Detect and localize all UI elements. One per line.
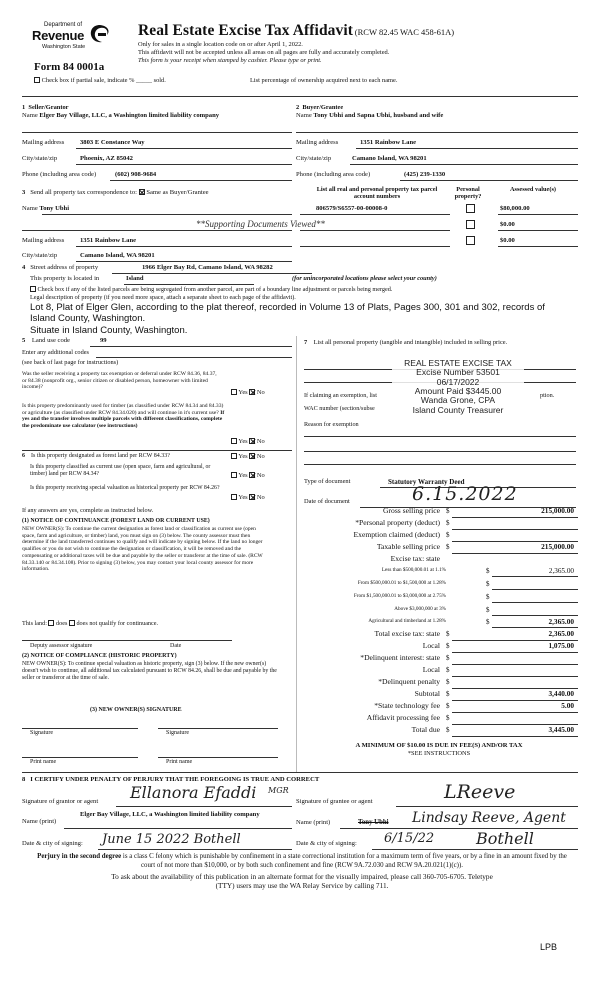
s6-q2-yes-label: Yes <box>238 472 248 479</box>
correspondence-mailing-row <box>22 237 292 245</box>
land-use-label: Land use code <box>31 337 70 344</box>
deputy-date: Date <box>170 643 182 649</box>
correspondence-name-row <box>22 205 69 213</box>
s5-q2-no-label: No <box>256 438 265 445</box>
ownership-note: List percentage of ownership acquired next to each name. <box>250 77 398 84</box>
does-not-label: does not qualify for continuance. <box>76 620 159 627</box>
grantee-sig-label: Signature of grantee or agent <box>296 798 373 805</box>
doc-date-label: Date of document <box>304 498 350 505</box>
personal-dollar: $ <box>446 519 450 527</box>
owner-sig-rule-2 <box>158 728 278 729</box>
owner-print-rule-2 <box>158 757 278 758</box>
section7-text: List all personal property (tangible and intangible) included in selling price. <box>313 339 508 346</box>
buyer-phone-label: Phone (including area code) <box>296 171 371 178</box>
local-label: Local <box>422 641 440 650</box>
stamp-line-5: Wanda Grone, CPA <box>420 395 496 406</box>
local-rule <box>452 652 578 653</box>
land-use-rule <box>90 346 292 347</box>
exemption-dollar: $ <box>446 531 450 539</box>
form-title-row <box>138 22 558 40</box>
grantor-signature: Ellanora Efaddi <box>130 783 257 802</box>
seller-name: Elger Bay Village, LLC, a Washington limited liability company <box>39 112 220 120</box>
seller-phone-row <box>22 171 292 179</box>
s5-q2 <box>22 403 228 430</box>
footer-initials: LPB <box>540 942 558 952</box>
exemption-label: Exemption claimed (deduct) <box>353 530 440 539</box>
tier2-dollar: $ <box>486 580 490 588</box>
notice2-title: (2) NOTICE OF COMPLIANCE (HISTORIC PROPERTY) <box>22 653 177 659</box>
doc-type-label: Type of document <box>304 478 351 485</box>
deputy-rule <box>22 640 232 641</box>
s7-exemption: If claiming an exemption, list <box>304 392 378 399</box>
total-label: Total due <box>411 725 440 734</box>
delinq-local-rule <box>452 676 578 677</box>
subtotal-value: 3,440.00 <box>548 689 574 698</box>
corr-extra-rule <box>22 230 292 231</box>
s7-rule-4 <box>304 451 576 452</box>
tech-value: 5.00 <box>561 701 574 710</box>
buyer-phone-rule <box>400 180 578 181</box>
s6-q3-yes-checkbox[interactable] <box>231 494 237 500</box>
grantor-date-rule <box>98 849 292 850</box>
buyer-city: Camano Island, WA 98201 <box>352 155 427 162</box>
owner-sig-rule-1 <box>22 728 138 729</box>
grantee-sig-rule <box>396 806 578 807</box>
property-located-label: This property is located in <box>30 275 100 282</box>
parcel-value-rule-1 <box>498 214 578 215</box>
s6-q3-no-checkbox[interactable] <box>249 494 255 500</box>
s6-q3-answer <box>231 494 265 501</box>
s6-q1-no-checkbox[interactable] <box>249 453 255 459</box>
s7-reason: Reason for exemption <box>304 421 359 428</box>
s6-q3-no-label: No <box>256 494 265 501</box>
personal-rule <box>452 529 578 530</box>
see-instructions: *SEE INSTRUCTIONS <box>407 750 471 757</box>
parcel-value-3: $0.00 <box>500 237 515 244</box>
local-dollar: $ <box>446 642 450 650</box>
total-state-dollar: $ <box>446 630 450 638</box>
taxable-dollar: $ <box>446 543 450 551</box>
buyer-city-label: City/state/zip <box>296 155 332 162</box>
buyer-name-label: Name <box>296 112 312 120</box>
s6-q2-no-checkbox[interactable] <box>249 472 255 478</box>
buyer-phone-row <box>296 171 578 179</box>
property-located-rule <box>124 284 254 285</box>
tier4-label: Above $3,000,000 at 3% <box>394 606 446 612</box>
property-located: Island <box>126 275 144 282</box>
correspondence-row <box>22 189 209 197</box>
logo-state: Washington State <box>42 44 86 50</box>
parcels-header-personal: Personal property? <box>454 186 482 201</box>
column-divider <box>296 336 297 772</box>
seller-city-rule <box>76 164 292 165</box>
buyer-phone: (425) 239-1330 <box>404 171 446 178</box>
seller-phone-rule <box>110 180 292 181</box>
tier1-value: 2,365.00 <box>548 567 574 575</box>
taxable-rule <box>452 553 578 554</box>
tier1-rule <box>492 576 578 577</box>
seller-section <box>22 104 292 121</box>
s7-row <box>304 339 576 347</box>
property-num: 4 <box>22 264 26 271</box>
note-3: This form is your receipt when stamped by cashier. Please type or print. <box>138 57 322 64</box>
tier1-dollar: $ <box>486 567 490 575</box>
tax-table-lower <box>300 666 578 746</box>
tier4-dollar: $ <box>486 606 490 614</box>
seller-city-label: City/state/zip <box>22 155 58 162</box>
stamp-line-6: Island County Treasurer <box>412 404 504 415</box>
s5-q2-answer <box>231 438 265 445</box>
does-checkbox[interactable] <box>48 620 54 626</box>
grantor-date-label: Date & city of signing: <box>22 840 83 847</box>
buyer-name-rule <box>296 132 578 133</box>
s6-q1-no-label: No <box>256 453 265 460</box>
correspondence-name-label: Name <box>22 205 38 212</box>
form-number: Form 84 0001a <box>34 61 105 73</box>
s6-q2: Is this property classified as current use (open space, farm and agricultural, or timber) land per RCW 84.34? <box>30 464 211 477</box>
delinq-local-label: Local <box>422 665 440 674</box>
additional-codes: Enter any additional codes <box>22 349 89 356</box>
stamp-line-2: Excise Number 53501 <box>416 367 500 378</box>
minimum-notice: A MINIMUM OF $10.00 IS DUE IN FEE(S) AND/OR TAX <box>355 742 523 749</box>
correspondence-city: Camano Island, WA 98201 <box>80 252 155 259</box>
notice1-title: (1) NOTICE OF CONTINUANCE (FOREST LAND OR CURRENT USE) <box>22 518 210 524</box>
seller-num: 1 <box>22 104 26 111</box>
section6-num: 6 <box>22 453 25 459</box>
seller-name-label: Name <box>22 112 38 120</box>
seller-mailing: 3803 E Constance Way <box>80 139 145 146</box>
s6-if-yes: If any answers are yes, complete as instructed below. <box>22 507 154 514</box>
supporting-docs: **Supporting Documents Viewed** <box>196 219 325 229</box>
note-2: This affidavit will not be accepted unless all areas on all pages are fully and accurately completed. <box>138 49 390 56</box>
excise-state-label: Excise tax: state <box>390 554 440 563</box>
s7-rule-3 <box>304 436 576 437</box>
grantee-name: Lindsay Reeve, Agent <box>412 810 566 826</box>
grantee-city: Bothell <box>476 829 534 848</box>
s6-q2-answer <box>231 472 265 479</box>
grantor-name-rule <box>64 828 292 829</box>
property-street-rule <box>112 273 312 274</box>
form-rcw: (RCW 82.45 WAC 458-61A) <box>354 27 455 37</box>
parcel-rule-3 <box>300 246 450 247</box>
property-legal <box>30 302 562 336</box>
deputy-label: Deputy assessor signature <box>30 643 93 649</box>
seller-mailing-rule <box>76 148 292 149</box>
s5-q2b: If yes and the transfer involves multiple parcels with different classifications, complete the predominate use calculator (see instructions) <box>22 409 225 430</box>
seller-mailing-label: Mailing address <box>22 139 65 146</box>
correspondence-name: Tony Ubhi <box>39 205 70 212</box>
s6-q3-yes-label: Yes <box>238 494 248 501</box>
parcel-personal-checkbox-1[interactable] <box>466 204 475 213</box>
delinq-state-rule <box>452 664 578 665</box>
logo-dept: Department of <box>44 22 83 28</box>
property-legal-situate: Situate in Island County, Washington. <box>30 324 188 336</box>
parcels-header-accounts: List all real and personal property tax parcel account numbers <box>316 186 438 201</box>
does-label: does <box>56 620 68 627</box>
stamp-line-1: REAL ESTATE EXCISE TAX <box>404 358 512 368</box>
property-legal-text: Lot 8, Plat of Elger Glen, according to the plat thereof, recorded in Volume 13 of Plats, Pages 300, 301 and 302, records of Island County, Washington. <box>30 302 545 325</box>
subtotal-dollar: $ <box>446 690 450 698</box>
tax-table <box>300 506 578 676</box>
tier3-label: From $1,500,000.01 to $3,000,000 at 2.75% <box>353 593 446 599</box>
parcel-rule-1 <box>300 214 450 215</box>
grantee-date: 6/15/22 <box>384 831 435 846</box>
seller-mailing-row <box>22 139 292 147</box>
s7-exemption-end: ption. <box>540 392 555 399</box>
personal-label: *Personal property (deduct) <box>355 518 440 527</box>
s6-q1-yes-label: Yes <box>238 453 248 460</box>
property-segregated: Check box if any of the listed parcels are being segregated from another parcel, are part of a boundary line adjustment or parcels being merged. <box>37 286 393 293</box>
notice2: NEW OWNER(S): To continue special valuation as historic property, sign (3) below. If the new owner(s) doesn't wish to continue, all additional tax calculated pursuant to RCW 84.26, shall be due and payable by the seller or transferor at the time of sale. <box>22 661 277 682</box>
buyer-mailing-row <box>296 139 578 147</box>
grantee-date-rule <box>372 849 578 850</box>
buyer-section <box>296 104 576 120</box>
section5-num: 5 <box>22 337 26 344</box>
owner-print-label-1: Print name <box>30 759 57 765</box>
s5-q2a: Is this property predominantly used for timber (as classified under RCW 84.34 and 84.33) or agriculture (as classified under RCW 84.34.020) and will continue in it's current use? <box>22 403 224 416</box>
grantor-name: Elger Bay Village, LLC, a Washington limited liability company <box>80 811 260 818</box>
partial-sale-checkbox[interactable] <box>34 77 40 83</box>
subtotal-label: Subtotal <box>414 689 440 698</box>
buyer-mailing-rule <box>356 148 578 149</box>
agri-label: Agricultural and timberland at 1.28% <box>368 618 446 624</box>
corr-name-rule <box>42 214 292 215</box>
penalty-label: *Delinquent penalty <box>378 677 440 686</box>
corr-city-rule <box>76 261 292 262</box>
agri-dollar: $ <box>486 618 490 626</box>
sig-title: (3) NEW OWNER(S) SIGNATURE <box>90 707 182 713</box>
s6-q1: Is this property designated as forest land per RCW 84.33? <box>31 453 170 459</box>
grantor-name-label: Name (print) <box>22 818 57 825</box>
property-located-row <box>30 275 578 283</box>
tier3-dollar: $ <box>486 593 490 601</box>
correspondence-same: Same as Buyer/Grantee <box>146 189 209 196</box>
certify-text: I CERTIFY UNDER PENALTY OF PERJURY THAT THE FOREGOING IS TRUE AND CORRECT <box>30 776 320 783</box>
buyer-num: 2 <box>296 104 300 111</box>
alt-format: To ask about the availability of this publication in an alternate format for the visually impaired, please call 360-705-6705. Teletype (TTY) users may use the WA Relay Service by calling 711. <box>111 872 493 891</box>
parcel-personal-checkbox-2[interactable] <box>466 220 475 229</box>
buyer-mailing: 1351 Rainbow Lane <box>360 139 417 146</box>
s6-q3: Is this property receiving special valuation as historical property per RCW 84.26? <box>30 485 220 491</box>
correspondence-num: 3 <box>22 189 26 196</box>
seller-city: Phoenix, AZ 85042 <box>80 155 133 162</box>
buyer-heading: Buyer/Grantee <box>302 104 344 111</box>
property-unincorporated: (for unincorporated locations please select your county) <box>292 275 437 282</box>
tech-rule <box>452 712 578 713</box>
s6-q1-answer <box>231 453 265 460</box>
stamp-line-4: Amount Paid $3445.00 <box>414 386 502 397</box>
total-state-label: Total excise tax: state <box>374 629 440 638</box>
property-street-row <box>22 264 578 272</box>
tier2-rule <box>492 589 578 590</box>
correspondence-city-label: City/state/zip <box>22 252 58 259</box>
taxable-label: Taxable selling price <box>376 542 440 551</box>
form-title: Real Estate Excise Tax Affidavit <box>138 22 354 39</box>
section7-num: 7 <box>304 339 308 346</box>
buyer-city-row <box>296 155 578 163</box>
corr-mailing-rule <box>76 246 292 247</box>
grantee-date-label: Date & city of signing: <box>296 840 357 847</box>
see-back: (see back of last page for instructions) <box>22 359 119 366</box>
logo-revenue: Revenue <box>32 28 85 43</box>
tier3-rule <box>492 602 578 603</box>
note-1: Only for sales in a single location code on or after April 1, 2022. <box>138 41 303 48</box>
subtotal-rule <box>452 700 578 701</box>
parcel-rule-2 <box>300 230 450 231</box>
form-notes <box>138 41 389 65</box>
total-rule <box>452 736 578 737</box>
s5-q1-answer <box>231 389 265 396</box>
gross-label: Gross selling price <box>383 506 440 515</box>
correspondence-city-row <box>22 252 292 260</box>
grantor-sig-label: Signature of grantor or agent <box>22 798 99 805</box>
this-land-row <box>22 620 158 627</box>
seller-phone: (602) 908-9684 <box>115 171 157 178</box>
segregated-checkbox[interactable] <box>30 286 36 292</box>
partial-sale-row <box>34 77 166 84</box>
correspondence-mailing-label: Mailing address <box>22 237 65 244</box>
s6-q2-no-label: No <box>256 472 265 479</box>
s5-q1-no-label: No <box>256 389 265 396</box>
correspondence-text: Send all property tax correspondence to: <box>30 189 137 196</box>
land-use: 99 <box>100 337 107 344</box>
does-not-checkbox[interactable] <box>69 620 75 626</box>
buyer-city-rule <box>350 164 578 165</box>
seller-phone-label: Phone (including area code) <box>22 171 97 178</box>
s5-q2-yes-label: Yes <box>238 438 248 445</box>
correspondence-mailing: 1351 Rainbow Lane <box>80 237 137 244</box>
s6-rule <box>22 450 292 451</box>
owner-print-label-2: Print name <box>166 759 193 765</box>
owner-sig-label-1: Signature <box>30 730 53 736</box>
s6-q2-yes-checkbox[interactable] <box>231 472 237 478</box>
taxable-value: 215,000.00 <box>541 542 574 551</box>
tier2-label: From $500,000.01 to $1,500,000 at 1.28% <box>357 580 446 586</box>
s7-wac: WAC number (section/subse <box>304 405 375 412</box>
this-land-label: This land: <box>22 620 47 627</box>
s5-q2-yes-checkbox[interactable] <box>231 438 237 444</box>
tech-dollar: $ <box>446 702 450 710</box>
affidavit-dollar: $ <box>446 714 450 722</box>
additional-codes-rule <box>96 357 292 358</box>
buyer-mailing-label: Mailing address <box>296 139 339 146</box>
delinq-local-dollar: $ <box>446 666 450 674</box>
s5-q1-yes-checkbox[interactable] <box>231 389 237 395</box>
s5-q2-no-checkbox[interactable] <box>249 438 255 444</box>
grantee-name-rule <box>340 828 578 829</box>
dor-logo <box>30 22 116 56</box>
land-use-row <box>22 337 292 345</box>
property-street-label: Street address of property <box>30 264 99 271</box>
partial-sale-label: Check box if partial sale, indicate % _____ sold. <box>41 77 166 84</box>
grantor-date: June 15 2022 Bothell <box>102 832 241 847</box>
s5-q1-no-checkbox[interactable] <box>249 389 255 395</box>
parcel-personal-checkbox-3[interactable] <box>466 236 475 245</box>
grantor-sig-rule <box>116 806 292 807</box>
s5-q1: Was the seller receiving a property tax exemption or deferral under RCW 84.36, 84.37, or 84.38 (nonprofit org., senior citizen or disabled person, homeowner with limited income)? <box>22 371 217 391</box>
notice1: NEW OWNER(S): To continue the current designation as forest land or classification as current use (open space, farm and agriculture, or timber) land, you must sign on (3) below. The county assessor must then determine if the land transferred continues to qualify and will indicate by signing below. If the land no longer qualifies or you do not wish to continue the designation or classification, it will be removed and the compensating or additional taxes will be due and payable by the seller or transferor at the time of sale. (RCW 84.33.140 or 84.34.108). Prior to signing (3) below, you may contact your local county assessor for more information. <box>22 526 263 573</box>
parcel-value-2: $0.00 <box>500 221 515 228</box>
doc-date: 6.15.2022 <box>412 483 518 505</box>
section8-num: 8 <box>22 776 26 783</box>
seller-city-row <box>22 155 292 163</box>
parcel-value-rule-3 <box>498 246 578 247</box>
tier1-label: Less than $500,000.01 at 1.1% <box>381 567 446 573</box>
grantee-name-label: Name (print) <box>296 819 331 826</box>
gross-value: 215,000.00 <box>541 506 574 515</box>
delinq-state-label: *Delinquent interest: state <box>360 653 440 662</box>
perjury-text: is a class C felony which is punishable by confinement in a state correctional institution for a maximum term of five years, or by a fine in an amount fixed by the court of not more than $10,000, or by both such confinement and fine (RCW 9A.72.030 and RCW 9A.20.021(1)(c)). <box>122 853 567 869</box>
property-segregated-row <box>30 286 578 293</box>
owner-print-rule-1 <box>22 757 138 758</box>
tier4-rule <box>492 615 578 616</box>
property-street: 1966 Elger Bay Rd, Camano Island, WA 98282 <box>142 264 273 271</box>
parcel-account-1: 806579/S6557-00-00008-0 <box>316 205 388 212</box>
stamp-line-3: 06/17/2022 <box>436 376 480 387</box>
total-dollar: $ <box>446 726 450 734</box>
doc-type: Statutory Warranty Deed <box>388 478 465 486</box>
total-state-value: 2,365.00 <box>548 629 574 638</box>
owner-sig-label-2: Signature <box>166 730 189 736</box>
treasurer-stamp <box>392 359 524 415</box>
property-legal-label: Legal description of property (if you need more space, attach a separate sheet to each page of the affidavit). <box>30 294 296 301</box>
seller-heading: Seller/Grantor <box>28 104 69 111</box>
s6-q1-row <box>22 453 232 460</box>
buyer-name: Tony Ubhi and Sapna Ubhi, husband and wife <box>313 112 444 120</box>
gross-dollar: $ <box>446 507 450 515</box>
delinq-state-dollar: $ <box>446 654 450 662</box>
local-value: 1,075.00 <box>548 641 574 650</box>
grantee-signature: LReeve <box>444 781 516 803</box>
perjury-bold: Perjury in the second degree <box>37 853 122 860</box>
tech-label: *State technology fee <box>374 701 440 710</box>
s6-q1-yes-checkbox[interactable] <box>231 453 237 459</box>
grantee-name-struck: Tony Ubhi <box>358 819 389 826</box>
same-as-buyer-checkbox[interactable] <box>139 189 145 195</box>
parcels-header-assessed: Assessed value(s) <box>509 186 556 193</box>
parcel-value-1: $80,000.00 <box>500 205 530 212</box>
s7-rule-5 <box>304 464 576 465</box>
parcel-value-rule-2 <box>498 230 578 231</box>
section8-rule <box>22 772 578 773</box>
total-value: 3,445.00 <box>548 725 574 734</box>
s5-q1-yes-label: Yes <box>238 389 248 396</box>
gross-rule <box>452 517 578 518</box>
seller-name-rule <box>22 132 292 133</box>
perjury-notice <box>30 853 574 870</box>
affidavit-label: Affidavit processing fee <box>366 713 440 722</box>
grantor-mgr: MGR <box>268 786 289 795</box>
agri-rule <box>492 627 578 628</box>
agri-value: 2,365.00 <box>548 617 574 626</box>
logo-swoosh-icon <box>88 24 112 44</box>
penalty-dollar: $ <box>446 678 450 686</box>
header-rule <box>22 96 578 97</box>
